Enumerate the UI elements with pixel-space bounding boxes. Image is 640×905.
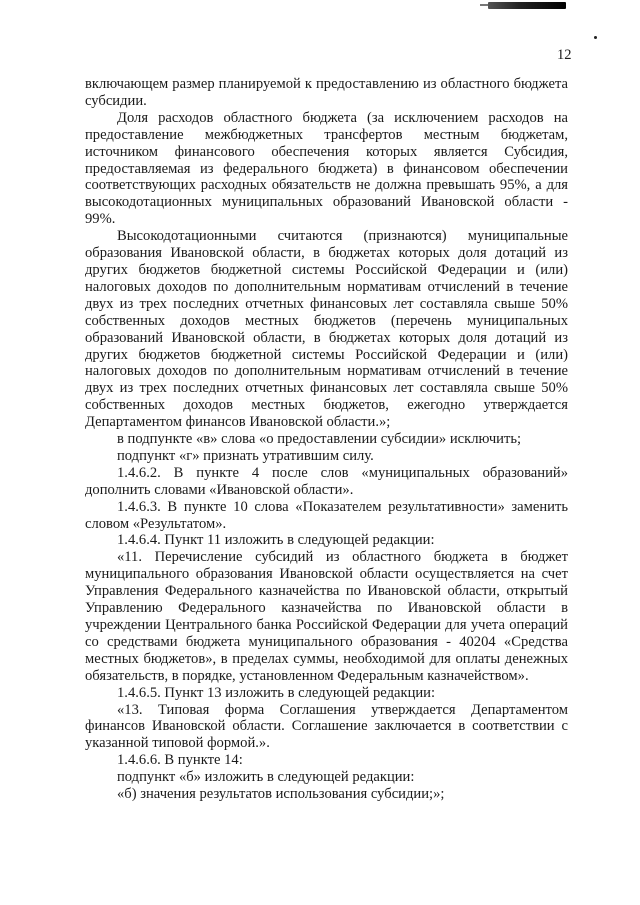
paragraph: 1.4.6.6. В пункте 14: [117,752,243,769]
paragraph: «13. Типовая форма Соглашения утверждается Департаментом финансов Ивановской области. Соглашение заключается в соответствии с указанной типовой формой.». [85,701,568,752]
page-number: 12 [557,47,572,63]
paragraph: 1.4.6.5. Пункт 13 изложить в следующей редакции: [117,684,436,701]
paragraph: «б) значения результатов использования субсидии;»; [117,786,445,803]
paragraph: 1.4.6.2. В пункте 4 после слов «муниципальных образований» дополнить словами «Ивановской области». [85,464,568,498]
paragraph: Доля расходов областного бюджета (за исключением расходов на предоставление межбюджетных трансфертов местным бюджетам, источником финансового обеспечения которых является Субсидия, предоставляемая из федерального бюджета) в финансовом обеспечении соответствующих расходных обязательств не должна превышать 95%, а для высокодотационных муниципальных образований Ивановской области - 99%. [85,109,568,228]
document-body [85,76,568,803]
paragraph: 1.4.6.4. Пункт 11 изложить в следующей редакции: [117,532,435,549]
paragraph: включающем размер планируемой к предоставлению из областного бюджета субсидии. [85,76,568,109]
scan-dot [594,36,597,39]
paragraph: подпункт «г» признать утратившим силу. [117,447,374,464]
paragraph: Высокодотационными считаются (признаются) муниципальные образования Ивановской области, в бюджетах которых доля дотаций из других бюджетов бюджетной системы Российской Федерации и (или) налоговых доходов по дополнительным нормативам отчислений в течение двух из трех последних отчетных финансовых лет составляла свыше 50% собственных доходов местных бюджетов (перечень муниципальных образований Ивановской области, в бюджетах которых доля дотаций из других бюджетов бюджетной системы Российской Федерации и (или) налоговых доходов по дополнительным нормативам отчислений в течение двух из трех последних отчетных финансовых лет составляла свыше 50% собственных доходов местных бюджетов, ежегодно утверждается Департаментом финансов Ивановской области.»; [85,228,568,431]
scan-artifact [488,2,566,9]
paragraph: 1.4.6.3. В пункте 10 слова «Показателем результативности» заменить словом «Результатом». [85,498,568,532]
paragraph: подпункт «б» изложить в следующей редакции: [117,769,415,786]
paragraph: «11. Перечисление субсидий из областного бюджета в бюджет муниципального образования Ивановской области осуществляется на счет Управления Федерального казначейства по Ивановской области, открытый Управлению Федерального казначейства по Ивановской области в учреждении Центрального банка Российской Федерации для учета операций со средствами бюджета муниципального образования - 40204 «Средства местных бюджетов», в пределах суммы, необходимой для оплаты денежных обязательств, в порядке, установленном Федеральным казначейством». [85,549,568,684]
paragraph: в подпункте «в» слова «о предоставлении субсидии» исключить; [117,431,522,448]
